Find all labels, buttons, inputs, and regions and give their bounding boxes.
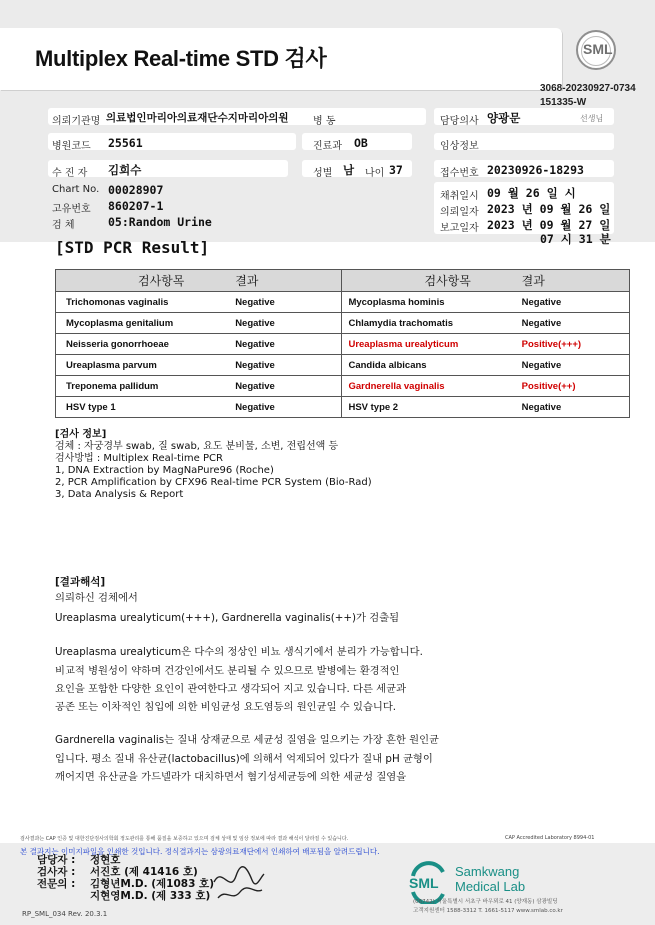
form-id: RP_SML_034 Rev. 20.3.1 bbox=[22, 910, 108, 918]
interpretation-summary: Ureaplasma urealyticum(+++), Gardnerella vaginalis(++)가 검출됨 bbox=[55, 612, 400, 624]
institution-label: 의뢰기관명 bbox=[52, 116, 101, 127]
result-right: Positive(+++) bbox=[522, 334, 630, 355]
interpretation-paragraph-line: Ureaplasma urealyticum은 다수의 정상인 비뇨 생식기에서 분리가 가능합니다. bbox=[55, 646, 423, 658]
department-label: 진료과 bbox=[313, 141, 342, 152]
department-value: OB bbox=[354, 136, 368, 150]
test-item-right: Ureaplasma urealyticum bbox=[342, 334, 522, 355]
table-row bbox=[56, 355, 630, 376]
result-left: Negative bbox=[235, 313, 342, 334]
header-item-left: 검사항목 bbox=[56, 270, 236, 292]
test-info-line: 3, Data Analysis & Report bbox=[55, 489, 184, 500]
lab-address: (06742) 서울특별시 서초구 바우뫼로 41 (양재동) 삼광빌딩 bbox=[413, 899, 558, 905]
table-row bbox=[56, 313, 630, 334]
staff-name: 김형년M.D. (제1083 호) bbox=[90, 878, 214, 890]
report-label: 보고일자 bbox=[440, 223, 479, 234]
staff-name: 서진호 (제 41416 호) bbox=[90, 866, 198, 878]
test-info-heading: [검사 정보] bbox=[55, 429, 107, 440]
request-label: 의뢰일자 bbox=[440, 207, 479, 218]
table-row bbox=[56, 292, 630, 313]
logo-text: SML bbox=[583, 41, 613, 57]
page-title: Multiplex Real-time STD 검사 bbox=[35, 46, 327, 71]
header-item-right: 검사항목 bbox=[342, 270, 522, 292]
interpretation-paragraph-line: 비교적 병원성이 약하며 건강인에서도 분리될 수 있으므로 발병에는 환경적인 bbox=[55, 665, 400, 677]
staff-role: 전문의 : bbox=[37, 878, 76, 890]
report-time: 07 시 31 분 bbox=[540, 232, 611, 246]
hospital-code-value: 25561 bbox=[108, 136, 143, 150]
test-info-line: 1, DNA Extraction by MagNaPure96 (Roche) bbox=[55, 465, 274, 476]
fine-print: 검사결과는 CAP 인증 및 대한진단검사의학회 정도관리를 통해 품질을 보증하고 있으며 검체 상태 및 임상 정보에 따라 결과 해석이 달라질 수 있습니다. bbox=[20, 836, 349, 842]
result-left: Negative bbox=[235, 292, 342, 313]
clinical-label: 임상정보 bbox=[440, 141, 479, 152]
test-item-left: Treponema pallidum bbox=[56, 376, 236, 397]
test-info-line: 2, PCR Amplification by CFX96 Real-time PCR System (Bio-Rad) bbox=[55, 477, 372, 488]
results-table bbox=[55, 269, 630, 418]
test-item-left: HSV type 1 bbox=[56, 397, 236, 418]
interpretation-paragraph-line: Gardnerella vaginalis는 질내 상재균으로 세균성 질염을 일으키는 가장 흔한 원인균 bbox=[55, 734, 439, 746]
signature-icon bbox=[208, 860, 268, 905]
test-info-line: 검사방법 : Multiplex Real-time PCR bbox=[55, 453, 223, 464]
collect-value: 09 월 26 일 시 bbox=[487, 186, 576, 200]
lab-name-line2: Medical Lab bbox=[455, 879, 526, 894]
age-value: 37 bbox=[389, 163, 403, 177]
test-info-line: 검체 : 자궁경부 swab, 질 swab, 요도 분비물, 소변, 전립선액 등 bbox=[55, 441, 339, 452]
specimen-label: 검 체 bbox=[52, 220, 75, 231]
institution-value: 의료법인마리아의료재단수지마리아의원 bbox=[106, 112, 289, 124]
test-item-right: Gardnerella vaginalis bbox=[342, 376, 522, 397]
test-item-left: Ureaplasma parvum bbox=[56, 355, 236, 376]
receipt-value: 20230926-18293 bbox=[487, 163, 584, 177]
unique-label: 고유번호 bbox=[52, 204, 91, 215]
test-item-left: Mycoplasma genitalium bbox=[56, 313, 236, 334]
chart-label: Chart No. bbox=[52, 184, 100, 195]
serial-number: 3068-20230927-0734 bbox=[540, 83, 636, 94]
table-header-row bbox=[56, 270, 630, 292]
header-result-right: 결과 bbox=[522, 270, 630, 292]
table-row bbox=[56, 334, 630, 355]
patient-value: 김희수 bbox=[108, 163, 142, 177]
sex-value: 남 bbox=[343, 163, 355, 177]
table-row bbox=[56, 397, 630, 418]
lab-logo-text: SML bbox=[409, 875, 439, 891]
table-row bbox=[56, 376, 630, 397]
age-label: 나이 bbox=[365, 168, 385, 179]
test-item-right: Mycoplasma hominis bbox=[342, 292, 522, 313]
interpretation-paragraph-line: 공존 또는 이차적인 침입에 의한 비임균성 요도염등의 원인균일 수 있습니다. bbox=[55, 701, 397, 713]
report-value: 2023 년 09 월 27 일 bbox=[487, 218, 611, 232]
test-item-left: Trichomonas vaginalis bbox=[56, 292, 236, 313]
test-item-right: Chlamydia trachomatis bbox=[342, 313, 522, 334]
test-item-right: HSV type 2 bbox=[342, 397, 522, 418]
staff-role: 검사자 : bbox=[37, 866, 76, 878]
result-left: Negative bbox=[235, 397, 342, 418]
result-left: Negative bbox=[235, 355, 342, 376]
interpretation-line: 의뢰하신 검체에서 bbox=[55, 592, 138, 604]
doctor-label: 담당의사 bbox=[440, 116, 479, 127]
lab-name-line1: Samkwang bbox=[455, 864, 520, 879]
doctor-value: 양광문 bbox=[487, 111, 521, 125]
result-right: Negative bbox=[522, 397, 630, 418]
receipt-label: 접수번호 bbox=[440, 168, 479, 179]
interpretation-heading: [결과해석] bbox=[55, 576, 106, 588]
result-right: Negative bbox=[522, 292, 630, 313]
print-notice: 본 결과지는 이미지파일을 인쇄한 것입니다. 정식결과지는 삼광의료재단에서 인쇄하여 배포됨을 알려드립니다. bbox=[20, 847, 380, 856]
ward-label: 병 동 bbox=[313, 116, 336, 127]
patient-label: 수 진 자 bbox=[52, 168, 88, 179]
result-left: Negative bbox=[235, 334, 342, 355]
sex-label: 성별 bbox=[313, 168, 333, 179]
staff-role: 담당자 : bbox=[37, 854, 76, 866]
result-right: Negative bbox=[522, 313, 630, 334]
interpretation-paragraph-line: 입니다. 평소 질내 유산균(lactobacillus)에 의해서 억제되어 있다가 질내 pH 균형이 bbox=[55, 753, 433, 765]
staff-name: 정현호 bbox=[90, 854, 121, 866]
test-item-right: Candida albicans bbox=[342, 355, 522, 376]
serial-suffix: 151335-W bbox=[540, 97, 587, 108]
results-title: [STD PCR Result] bbox=[55, 238, 210, 257]
test-item-left: Neisseria gonorrhoeae bbox=[56, 334, 236, 355]
staff-name: 지현영M.D. (제 333 호) bbox=[90, 890, 211, 902]
interpretation-paragraph-line: 깨어지면 유산균을 가드넬라가 대치하면서 혐기성세균등에 의한 세균성 질염을 bbox=[55, 771, 407, 783]
chart-value: 00028907 bbox=[108, 183, 164, 197]
cap-accreditation: CAP Accredited Laboratory 8994-01 bbox=[505, 835, 595, 841]
doctor-suffix: 선생님 bbox=[580, 114, 604, 123]
result-left: Negative bbox=[235, 376, 342, 397]
lab-contact: 고객지원센터 1588-3312 T. 1661-5117 www.smlab.co.kr bbox=[413, 908, 563, 914]
collect-label: 채취일시 bbox=[440, 191, 479, 202]
unique-value: 860207-1 bbox=[108, 199, 164, 213]
specimen-value: 05:Random Urine bbox=[108, 215, 212, 229]
result-right: Positive(++) bbox=[522, 376, 630, 397]
interpretation-paragraph-line: 요인을 포함한 다양한 요인이 관여한다고 생각되어 지고 있습니다. 다른 세균과 bbox=[55, 683, 407, 695]
header-result-left: 결과 bbox=[235, 270, 342, 292]
request-value: 2023 년 09 월 26 일 bbox=[487, 202, 611, 216]
result-right: Negative bbox=[522, 355, 630, 376]
hospital-code-label: 병원코드 bbox=[52, 141, 91, 152]
